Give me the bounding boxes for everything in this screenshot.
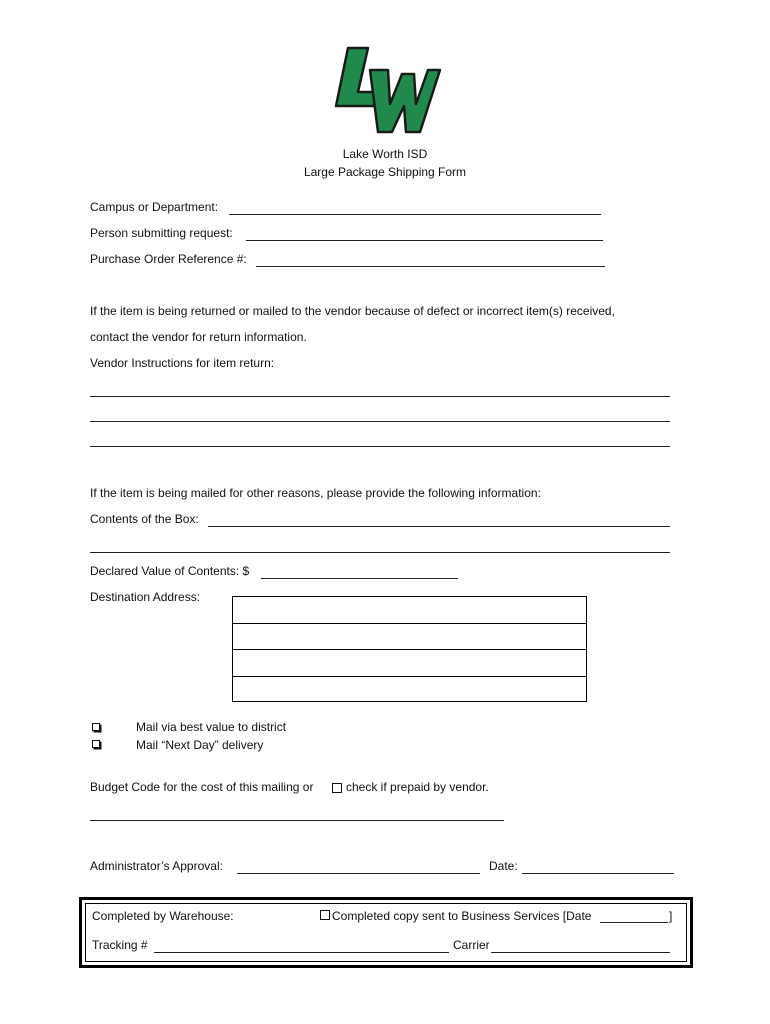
budget-text-after: check if prepaid by vendor.: [346, 780, 489, 794]
address-line-2[interactable]: [233, 624, 586, 651]
date-input-line[interactable]: [522, 873, 674, 874]
next-day-checkbox[interactable]: [92, 740, 100, 748]
carrier-input-line[interactable]: [491, 952, 670, 953]
date-label: Date:: [489, 859, 518, 873]
address-line-4[interactable]: [233, 677, 586, 704]
org-name: Lake Worth ISD: [342, 147, 428, 161]
admin-approval-label: Administrator’s Approval:: [90, 859, 223, 873]
completed-by-warehouse-label: Completed by Warehouse:: [92, 909, 234, 923]
address-line-3[interactable]: [233, 650, 586, 677]
budget-text-before: Budget Code for the cost of this mailing or: [90, 780, 314, 794]
admin-approval-input-line[interactable]: [237, 873, 480, 874]
po-input-line[interactable]: [256, 266, 605, 267]
declared-value-input-line[interactable]: [261, 578, 458, 579]
form-title: Large Package Shipping Form: [303, 165, 467, 179]
person-label: Person submitting request:: [90, 226, 233, 240]
return-text-line1: If the item is being returned or mailed to the vendor because of defect or incorrect item(s) received,: [90, 304, 615, 318]
vendor-instructions-line-2[interactable]: [90, 421, 670, 422]
copy-sent-bracket: ]: [669, 909, 673, 923]
carrier-label: Carrier: [453, 938, 490, 952]
destination-address-box: [232, 596, 587, 702]
contents-label: Contents of the Box:: [90, 512, 199, 526]
best-value-label: Mail via best value to district: [136, 720, 287, 734]
lw-logo: [328, 44, 442, 136]
lw-logo-graphic: [328, 44, 442, 136]
vendor-instructions-label: Vendor Instructions for item return:: [90, 356, 275, 370]
warehouse-box: [79, 897, 693, 968]
tracking-label: Tracking #: [92, 938, 148, 952]
logo-text: LW: [328, 44, 330, 45]
campus-input-line[interactable]: [229, 214, 601, 215]
declared-value-label: Declared Value of Contents: $: [90, 564, 250, 578]
other-reasons-intro: If the item is being mailed for other reasons, please provide the following information:: [90, 486, 541, 500]
vendor-instructions-line-3[interactable]: [90, 446, 670, 447]
copy-sent-date-line[interactable]: [600, 922, 668, 923]
destination-label: Destination Address:: [90, 590, 201, 604]
person-input-line[interactable]: [246, 240, 603, 241]
address-line-1[interactable]: [233, 597, 586, 624]
tracking-input-line[interactable]: [154, 952, 449, 953]
copy-sent-checkbox[interactable]: [320, 910, 330, 920]
po-label: Purchase Order Reference #:: [90, 252, 247, 266]
budget-code-input-line[interactable]: [90, 820, 504, 821]
campus-label: Campus or Department:: [90, 200, 219, 214]
contents-input-line[interactable]: [208, 526, 670, 527]
contents-input-line-2[interactable]: [90, 552, 670, 553]
next-day-label: Mail “Next Day” delivery: [136, 738, 264, 752]
vendor-instructions-line-1[interactable]: [90, 396, 670, 397]
copy-sent-label: Completed copy sent to Business Services [Date: [332, 909, 592, 923]
prepaid-checkbox[interactable]: [332, 783, 342, 793]
return-text-line2: contact the vendor for return information.: [90, 330, 307, 344]
best-value-checkbox[interactable]: [92, 723, 100, 731]
